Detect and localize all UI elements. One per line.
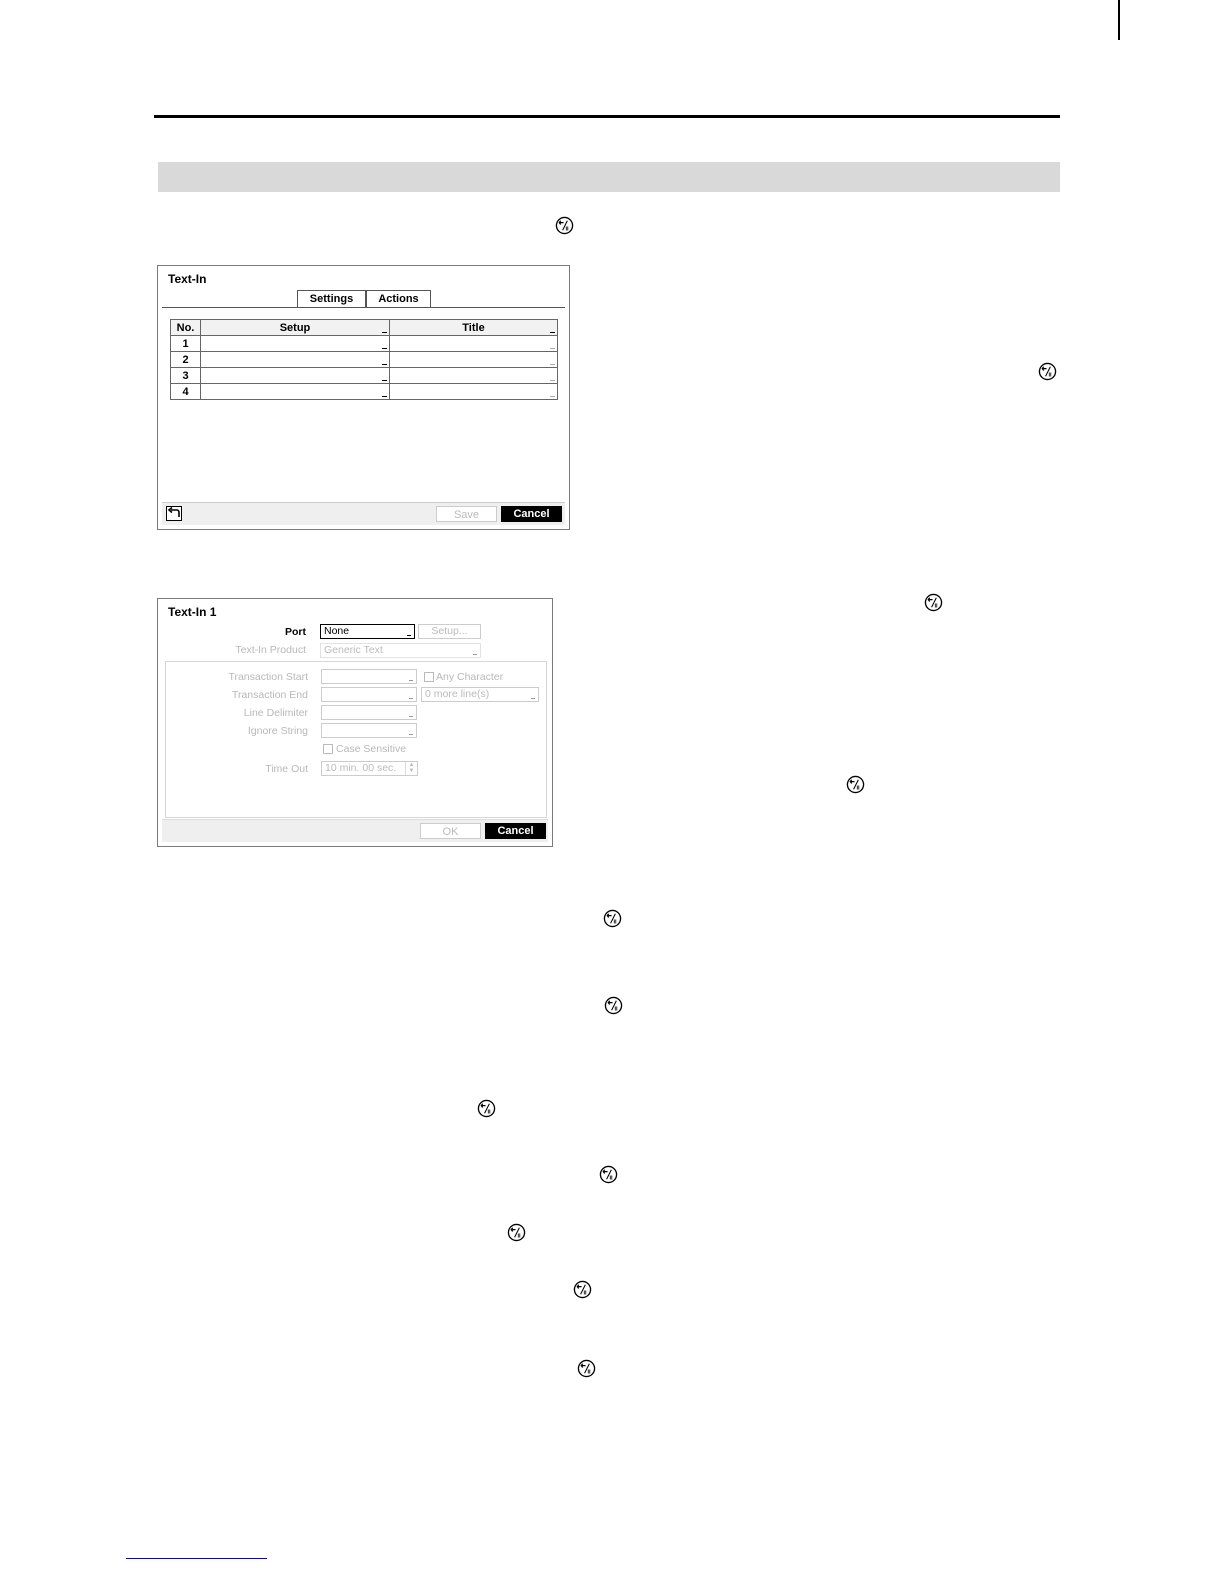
transaction-end-field[interactable] (321, 687, 417, 702)
case-sensitive-checkbox[interactable] (323, 744, 333, 754)
port-select[interactable] (320, 624, 415, 639)
setup-button-label: Setup... (431, 625, 468, 637)
text-in-table (170, 319, 558, 400)
field-menu-mark (409, 716, 413, 717)
table-row (171, 368, 558, 384)
chevron-down-icon (473, 654, 477, 655)
svg-text:II: II (613, 919, 617, 926)
setup-button[interactable] (418, 624, 481, 639)
back-arrow-icon (167, 507, 181, 520)
column-header-label: Setup (279, 321, 311, 334)
line-delimiter-label: Line Delimiter (243, 707, 308, 719)
transaction-start-field[interactable] (321, 669, 417, 684)
cancel-button[interactable]: Cancel (501, 506, 562, 522)
column-header-title[interactable] (390, 320, 558, 336)
table-row (171, 352, 558, 368)
dialog-footer (162, 502, 565, 525)
cell-menu-mark (382, 364, 387, 365)
svg-text:II: II (565, 226, 569, 233)
dialog-footer (162, 819, 548, 842)
dialog-title: Text-In (168, 272, 207, 286)
case-sensitive-label: Case Sensitive (336, 743, 407, 755)
tab-settings[interactable]: Settings (297, 290, 366, 307)
table-row (171, 384, 558, 400)
setup-cell[interactable] (201, 384, 390, 400)
enter-button-icon (573, 1280, 592, 1299)
column-menu-mark (550, 332, 555, 333)
column-header-label: Title (462, 321, 485, 334)
tab-divider (162, 307, 565, 308)
enter-button-icon (599, 1165, 618, 1184)
time-out-spinner[interactable] (321, 761, 418, 776)
row-number: 4 (171, 384, 201, 400)
cell-menu-mark (382, 348, 387, 349)
page-corner-mark (1118, 0, 1120, 40)
cell-menu-mark (550, 348, 555, 349)
cell-menu-mark (550, 380, 555, 381)
save-button[interactable]: Save (436, 506, 497, 522)
line-delimiter-field[interactable] (321, 705, 417, 720)
enter-button-icon (577, 1359, 596, 1378)
chevron-down-icon (407, 635, 411, 636)
port-value: None (324, 625, 350, 637)
setup-cell[interactable] (201, 368, 390, 384)
enter-button-icon (1038, 362, 1057, 381)
enter-button-icon (603, 909, 622, 928)
back-button[interactable] (166, 506, 182, 521)
cell-menu-mark (382, 380, 387, 381)
any-character-checkbox[interactable] (424, 672, 434, 682)
svg-text:II: II (583, 1290, 587, 1297)
text-in-product-value: Generic Text (324, 644, 383, 656)
column-menu-mark (382, 332, 387, 333)
title-cell[interactable] (390, 384, 558, 400)
row-number: 3 (171, 368, 201, 384)
enter-button-icon (507, 1223, 526, 1242)
cell-menu-mark (550, 396, 555, 397)
transaction-start-label: Transaction Start (228, 671, 308, 683)
header-rule (154, 115, 1060, 118)
transaction-end-label: Transaction End (231, 689, 308, 701)
enter-button-icon (555, 216, 574, 235)
time-out-value: 10 min. 00 sec. (325, 762, 397, 774)
table-header-row (171, 320, 558, 336)
spinner-arrows-icon[interactable]: ▲ ▼ (405, 762, 417, 775)
more-lines-value: 0 more line(s) (425, 688, 490, 700)
field-menu-mark (409, 734, 413, 735)
svg-text:II: II (934, 603, 938, 610)
chevron-down-icon (531, 698, 535, 699)
title-cell[interactable] (390, 336, 558, 352)
enter-button-icon (846, 775, 865, 794)
row-number: 1 (171, 336, 201, 352)
settings-group-box (165, 661, 547, 818)
text-in-1-dialog (157, 598, 553, 847)
svg-text:II: II (517, 1233, 521, 1240)
ignore-string-field[interactable] (321, 723, 417, 738)
field-menu-mark (409, 698, 413, 699)
footer-link-underline (126, 1558, 267, 1559)
svg-text:II: II (1048, 372, 1052, 379)
table-row (171, 336, 558, 352)
column-header-setup[interactable] (201, 320, 390, 336)
setup-cell[interactable] (201, 352, 390, 368)
cell-menu-mark (550, 364, 555, 365)
title-cell[interactable] (390, 368, 558, 384)
section-heading-band (158, 162, 1060, 192)
svg-text:II: II (487, 1109, 491, 1116)
title-cell[interactable] (390, 352, 558, 368)
any-character-label: Any Character (436, 671, 504, 683)
field-menu-mark (409, 680, 413, 681)
text-in-product-select[interactable] (320, 643, 481, 658)
text-in-product-label: Text-In Product (235, 644, 306, 656)
setup-cell[interactable] (201, 336, 390, 352)
cancel-button[interactable]: Cancel (485, 823, 546, 839)
ignore-string-label: Ignore String (247, 725, 308, 737)
column-header-no: No. (171, 320, 201, 336)
enter-button-icon (477, 1099, 496, 1118)
enter-button-icon (924, 593, 943, 612)
port-label: Port (285, 626, 306, 638)
cell-menu-mark (382, 396, 387, 397)
text-in-dialog (157, 265, 570, 530)
svg-text:II: II (856, 785, 860, 792)
dialog-title: Text-In 1 (168, 605, 217, 619)
ok-button[interactable]: OK (420, 823, 481, 839)
row-number: 2 (171, 352, 201, 368)
svg-text:II: II (614, 1006, 618, 1013)
time-out-label: Time Out (265, 763, 308, 775)
svg-text:II: II (609, 1175, 613, 1182)
svg-text:II: II (587, 1369, 591, 1376)
more-lines-select[interactable] (421, 687, 539, 702)
enter-button-icon (604, 996, 623, 1015)
tab-actions[interactable]: Actions (366, 290, 431, 307)
